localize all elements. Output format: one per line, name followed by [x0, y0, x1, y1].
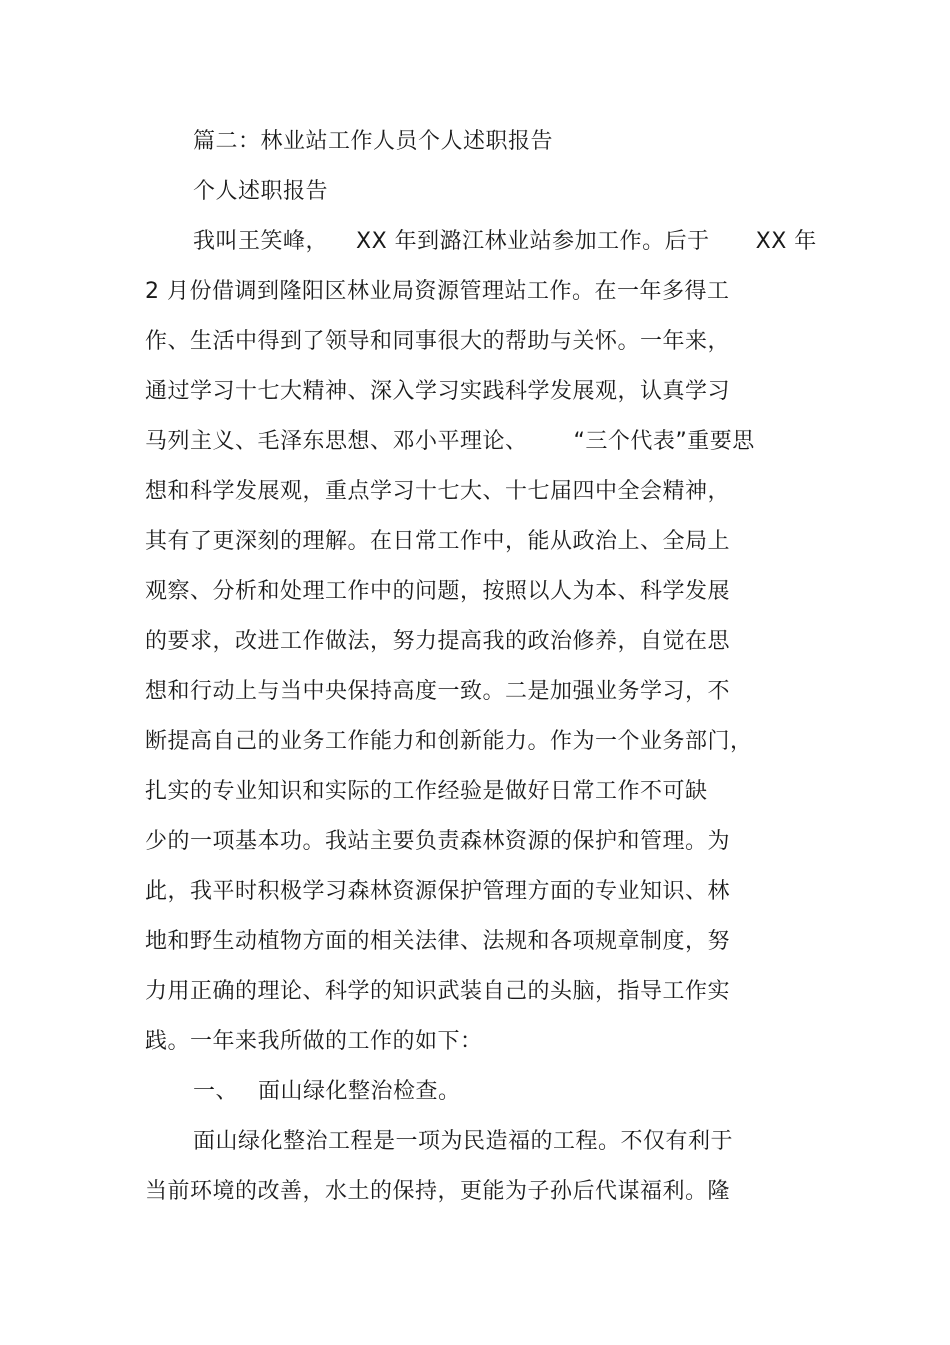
section-title: 篇二：林业站工作人员个人述职报告	[193, 129, 554, 154]
document-subtitle: 个人述职报告	[193, 179, 329, 204]
paragraph-line: 作、生活中得到了领导和同事很大的帮助与关怀。一年来，	[145, 329, 731, 354]
paragraph-line	[193, 225, 893, 259]
paragraph-line: 断提高自己的业务工作能力和创新能力。作为一个业务部门，	[145, 729, 753, 754]
text-segment: XX 年到潞江林业站参加工作。后于	[356, 229, 710, 254]
heading-text: 面山绿化整治检查。	[258, 1079, 461, 1104]
paragraph-line: 此，我平时积极学习森林资源保护管理方面的专业知识、林	[145, 879, 731, 904]
paragraph-line: 的要求，改进工作做法，努力提高我的政治修养，自觉在思	[145, 629, 731, 654]
paragraph-line: 通过学习十七大精神、深入学习实践科学发展观，认真学习	[145, 379, 731, 404]
paragraph-line: 少的一项基本功。我站主要负责森林资源的保护和管理。为	[145, 829, 731, 854]
text-segment: 我叫王笑峰，	[193, 229, 329, 254]
paragraph-line: 2 月份借调到隆阳区林业局资源管理站工作。在一年多得工	[145, 279, 730, 304]
paragraph-line: 想和科学发展观，重点学习十七大、十七届四中全会精神，	[145, 479, 731, 504]
paragraph-line: 扎实的专业知识和实际的工作经验是做好日常工作不可缺	[145, 779, 708, 804]
paragraph-line: 其有了更深刻的理解。在日常工作中，能从政治上、全局上	[145, 529, 731, 554]
paragraph-line: 践。一年来我所做的工作的如下：	[145, 1029, 483, 1054]
paragraph-line: 当前环境的改善，水土的保持，更能为子孙后代谋福利。隆	[145, 1179, 731, 1204]
paragraph-line: 面山绿化整治工程是一项为民造福的工程。不仅有利于	[193, 1129, 734, 1154]
paragraph-line: 想和行动上与当中央保持高度一致。二是加强业务学习，不	[145, 679, 731, 704]
paragraph-line	[145, 425, 845, 459]
paragraph-line: 力用正确的理论、科学的知识武装自己的头脑，指导工作实	[145, 979, 731, 1004]
paragraph-line: 地和野生动植物方面的相关法律、法规和各项规章制度，努	[145, 929, 731, 954]
text-segment: XX 年	[755, 229, 817, 254]
text-segment: 马列主义、毛泽东思想、邓小平理论、	[145, 429, 528, 454]
paragraph-line: 观察、分析和处理工作中的问题，按照以人为本、科学发展	[145, 579, 731, 604]
text-segment: “三个代表”重要思	[573, 429, 755, 454]
heading-one	[193, 1075, 893, 1109]
heading-number: 一、	[193, 1079, 239, 1104]
